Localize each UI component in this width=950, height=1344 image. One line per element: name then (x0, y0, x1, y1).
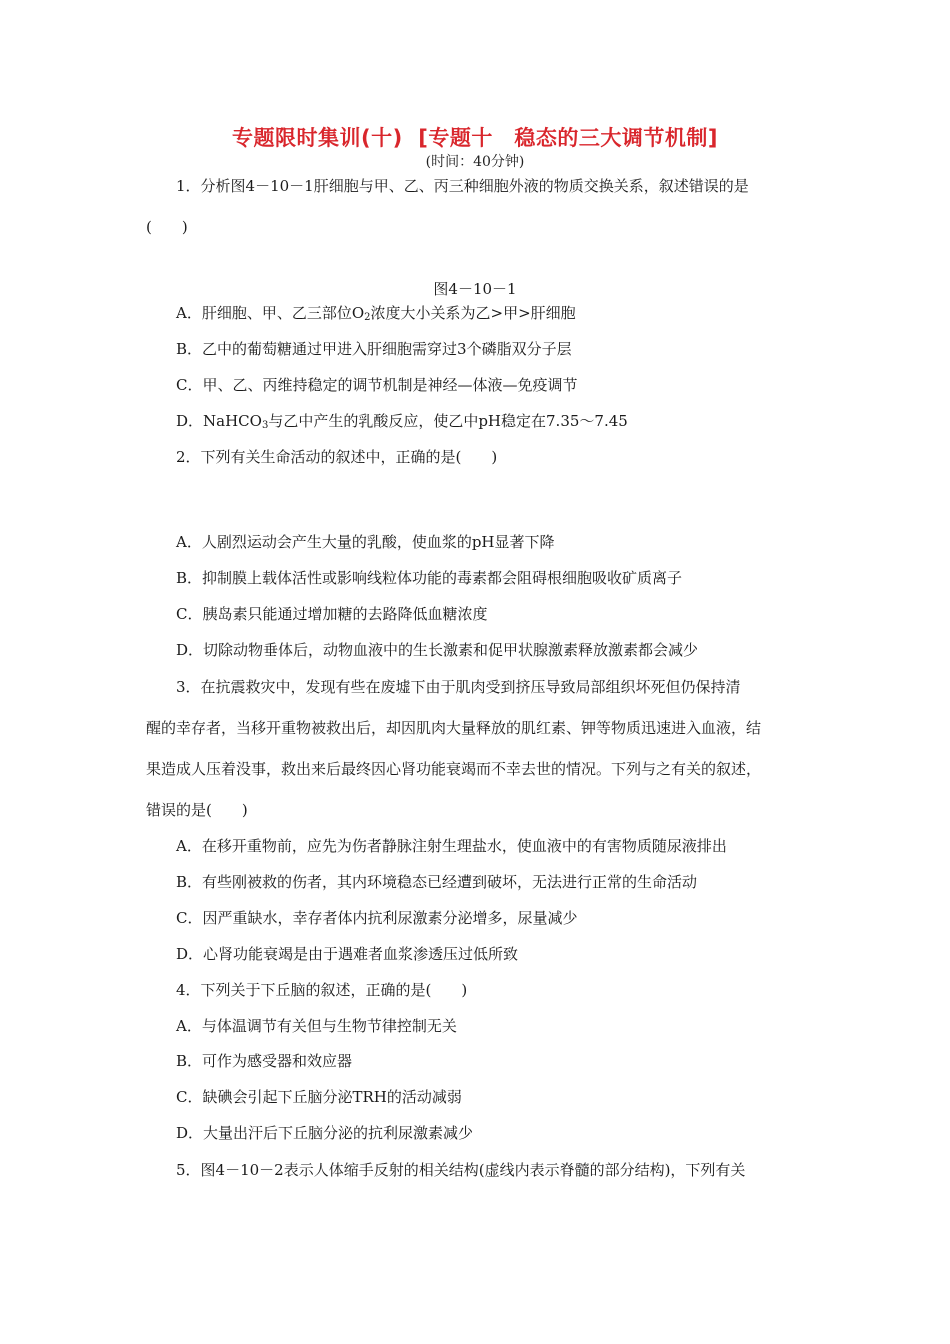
q5-stem: 5．图4－10－2表示人体缩手反射的相关结构(虚线内表示脊髓的部分结构)，下列有关 (176, 1161, 746, 1179)
q4-option-d: D．大量出汗后下丘脑分泌的抗利尿激素减少 (176, 1124, 474, 1142)
q3-option-c: C．因严重缺水，幸存者体内抗利尿激素分泌增多，尿量减少 (176, 909, 578, 927)
q3-stem-line-1: 3．在抗震救灾中，发现有些在废墟下由于肌肉受到挤压导致局部组织坏死但仍保持清 (176, 678, 741, 696)
q4-option-a: A．与体温调节有关但与生物节律控制无关 (176, 1017, 457, 1035)
q1-option-d: D．NaHCO$_3$与乙中产生的乳酸反应，使乙中pH稳定在7.35～7.45 (176, 412, 628, 431)
q3-option-b: B．有些刚被救的伤者，其内环境稳态已经遭到破坏，无法进行正常的生命活动 (176, 873, 698, 891)
q3-stem-line-4: 错误的是( ) (146, 801, 248, 819)
q1-option-b: B．乙中的葡萄糖通过甲进入肝细胞需穿过3个磷脂双分子层 (176, 340, 572, 358)
q1-answer-paren: ( ) (146, 218, 188, 236)
q2-option-a: A．人剧烈运动会产生大量的乳酸，使血浆的pH显著下降 (176, 533, 555, 551)
q4-stem: 4．下列关于下丘脑的叙述，正确的是( ) (176, 981, 468, 999)
q3-stem-line-3: 果造成人压着没事，救出来后最终因心肾功能衰竭而不幸去世的情况。下列与之有关的叙述， (146, 760, 762, 778)
q3-option-d: D．心肾功能衰竭是由于遇难者血浆渗透压过低所致 (176, 945, 519, 963)
q2-option-c: C．胰岛素只能通过增加糖的去路降低血糖浓度 (176, 605, 488, 623)
q1-figure-caption: 图4－10－1 (433, 280, 517, 298)
q2-stem: 2．下列有关生命活动的叙述中，正确的是( ) (176, 448, 498, 466)
page-title: 专题限时集训(十) [专题十 稳态的三大调节机制] (231, 126, 718, 150)
q4-option-b: B．可作为感受器和效应器 (176, 1052, 353, 1070)
q3-stem-line-2: 醒的幸存者，当移开重物被救出后，却因肌肉大量释放的肌红素、钾等物质迅速进入血液，结 (146, 719, 762, 737)
q3-option-a: A．在移开重物前，应先为伤者静脉注射生理盐水，使血液中的有害物质随尿液排出 (176, 837, 727, 855)
q2-option-b: B．抑制膜上载体活性或影响线粒体功能的毒素都会阻碍根细胞吸收矿质离子 (176, 569, 683, 587)
q1-option-c: C．甲、乙、丙维持稳定的调节机制是神经—体液—免疫调节 (176, 376, 578, 394)
time-limit: (时间：40分钟) (425, 154, 525, 170)
q1-stem: 1．分析图4－10－1肝细胞与甲、乙、丙三种细胞外液的物质交换关系，叙述错误的是 (176, 177, 749, 195)
q1-option-a: A．肝细胞、甲、乙三部位$O_2$浓度大小关系为乙>甲>肝细胞 (176, 304, 576, 323)
q4-option-c: C．缺碘会引起下丘脑分泌TRH的活动减弱 (176, 1088, 462, 1106)
q2-option-d: D．切除动物垂体后，动物血液中的生长激素和促甲状腺激素释放激素都会减少 (176, 641, 699, 659)
